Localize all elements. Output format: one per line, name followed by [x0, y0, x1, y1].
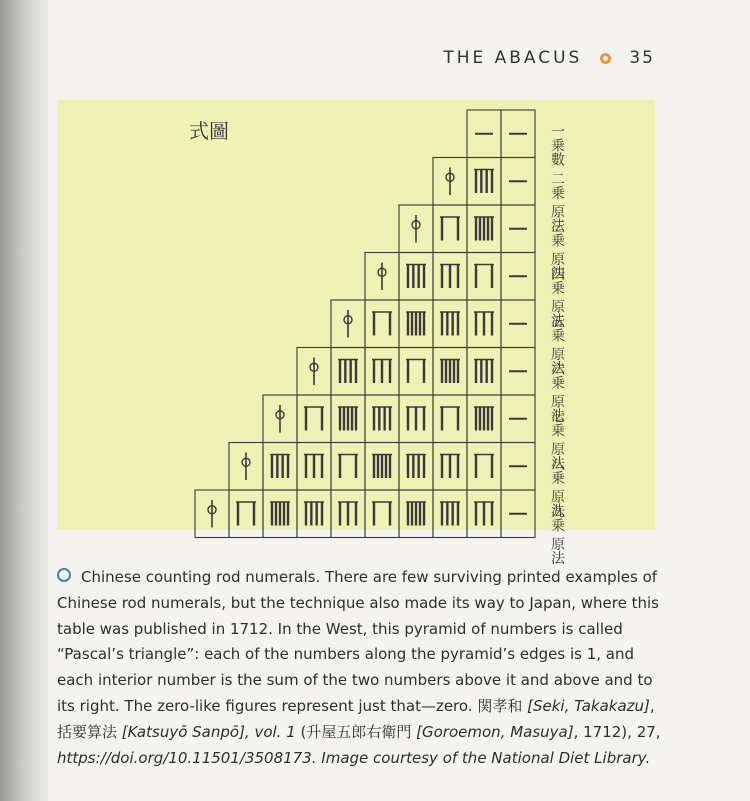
- table-cell: [433, 348, 467, 396]
- table-cell: [467, 158, 501, 206]
- table-cell: [433, 490, 467, 538]
- table-cell: [467, 348, 501, 396]
- table-cell: [365, 348, 399, 396]
- caption-text-2: , 括要算法: [57, 696, 655, 741]
- page-number: 35: [629, 48, 655, 68]
- pascal-triangle-table: [57, 100, 655, 565]
- table-cell: [331, 395, 365, 443]
- row-label: 七乗 原法: [549, 409, 565, 470]
- table-cell: [501, 348, 535, 396]
- table-cell: [365, 490, 399, 538]
- row-label: 六乗 原法: [549, 361, 565, 422]
- table-cell: [263, 443, 297, 491]
- table-cell: [399, 348, 433, 396]
- table-cell: [467, 490, 501, 538]
- caption-author-romanized: [Seki, Takakazu]: [527, 696, 650, 715]
- table-cell: [365, 300, 399, 348]
- figure-title-kanji: 式圖: [189, 119, 229, 143]
- table-cell: [467, 253, 501, 301]
- running-header: [443, 48, 655, 68]
- row-label: 八乗 原法: [549, 456, 565, 517]
- row-label: 一乗數: [549, 124, 565, 166]
- table-cell: [501, 443, 535, 491]
- table-cell: [365, 443, 399, 491]
- table-cell: [399, 490, 433, 538]
- table-cell: [501, 205, 535, 253]
- table-cell: [297, 490, 331, 538]
- table-cell: [501, 253, 535, 301]
- table-cell: [399, 395, 433, 443]
- table-cell: [365, 253, 399, 301]
- row-label: 五乗 原法: [549, 314, 565, 375]
- table-cell: [195, 490, 229, 538]
- row-label: 四乗 原法: [549, 266, 565, 327]
- table-cell: [263, 490, 297, 538]
- row-label: 九乗 原法: [549, 504, 565, 565]
- caption-doi-credit: https://doi.org/10.11501/3508173. Image courtesy of the National Diet Library.: [57, 748, 651, 767]
- table-cell: [467, 443, 501, 491]
- table-cell: [433, 300, 467, 348]
- caption-text-3: (升屋五郎右衛門: [295, 722, 417, 741]
- caption-text-1: Chinese counting rod numerals. There are few surviving printed examples of Chinese rod numerals, but the technique also made its way to Japan, where this table was published in 1712. In the West, this pyramid of numbers is called “Pascal’s triangle”: each of the numbers along the pyramid’s edges is 1, and each interior number is the sum of the two numbers above it and above and to its right. The zero-like figures represent just that—zero. 関孝和: [57, 568, 659, 715]
- row-label: 三乗 原法: [549, 219, 565, 280]
- table-cell: [433, 205, 467, 253]
- table-cell: [331, 443, 365, 491]
- caption-text-4: , 1712), 27,: [573, 722, 661, 741]
- table-cell: [501, 158, 535, 206]
- table-cell: [229, 443, 263, 491]
- table-cell: [399, 253, 433, 301]
- table-cell: [501, 490, 535, 538]
- table-cell: [399, 300, 433, 348]
- row-label: 二乗 原法: [549, 171, 565, 232]
- table-cell: [297, 348, 331, 396]
- table-cell: [399, 205, 433, 253]
- table-cell: [433, 443, 467, 491]
- circle-separator-icon: [600, 53, 611, 64]
- table-cell: [467, 300, 501, 348]
- book-spine-shadow: [0, 0, 48, 801]
- table-cell: [331, 300, 365, 348]
- table-cell: [229, 490, 263, 538]
- running-title: THE ABACUS: [443, 48, 583, 68]
- table-cell: [433, 395, 467, 443]
- table-cell: [433, 158, 467, 206]
- table-cell: [297, 395, 331, 443]
- table-cell: [399, 443, 433, 491]
- caption-book-romanized: [Katsuyō Sanpō], vol. 1: [121, 722, 296, 741]
- table-cell: [433, 253, 467, 301]
- table-cell: [263, 395, 297, 443]
- table-cell: [501, 300, 535, 348]
- table-cell: [467, 205, 501, 253]
- table-cell: [331, 490, 365, 538]
- rod-numeral-figure: [57, 100, 655, 565]
- caption-publisher-romanized: [Goroemon, Masuya]: [416, 722, 574, 741]
- table-cell: [467, 110, 501, 158]
- table-cell: [297, 443, 331, 491]
- table-cell: [365, 395, 399, 443]
- table-cell: [501, 110, 535, 158]
- figure-caption: [57, 565, 669, 771]
- table-cell: [467, 395, 501, 443]
- table-cell: [501, 395, 535, 443]
- circle-bullet-icon: [57, 568, 71, 582]
- table-cell: [331, 348, 365, 396]
